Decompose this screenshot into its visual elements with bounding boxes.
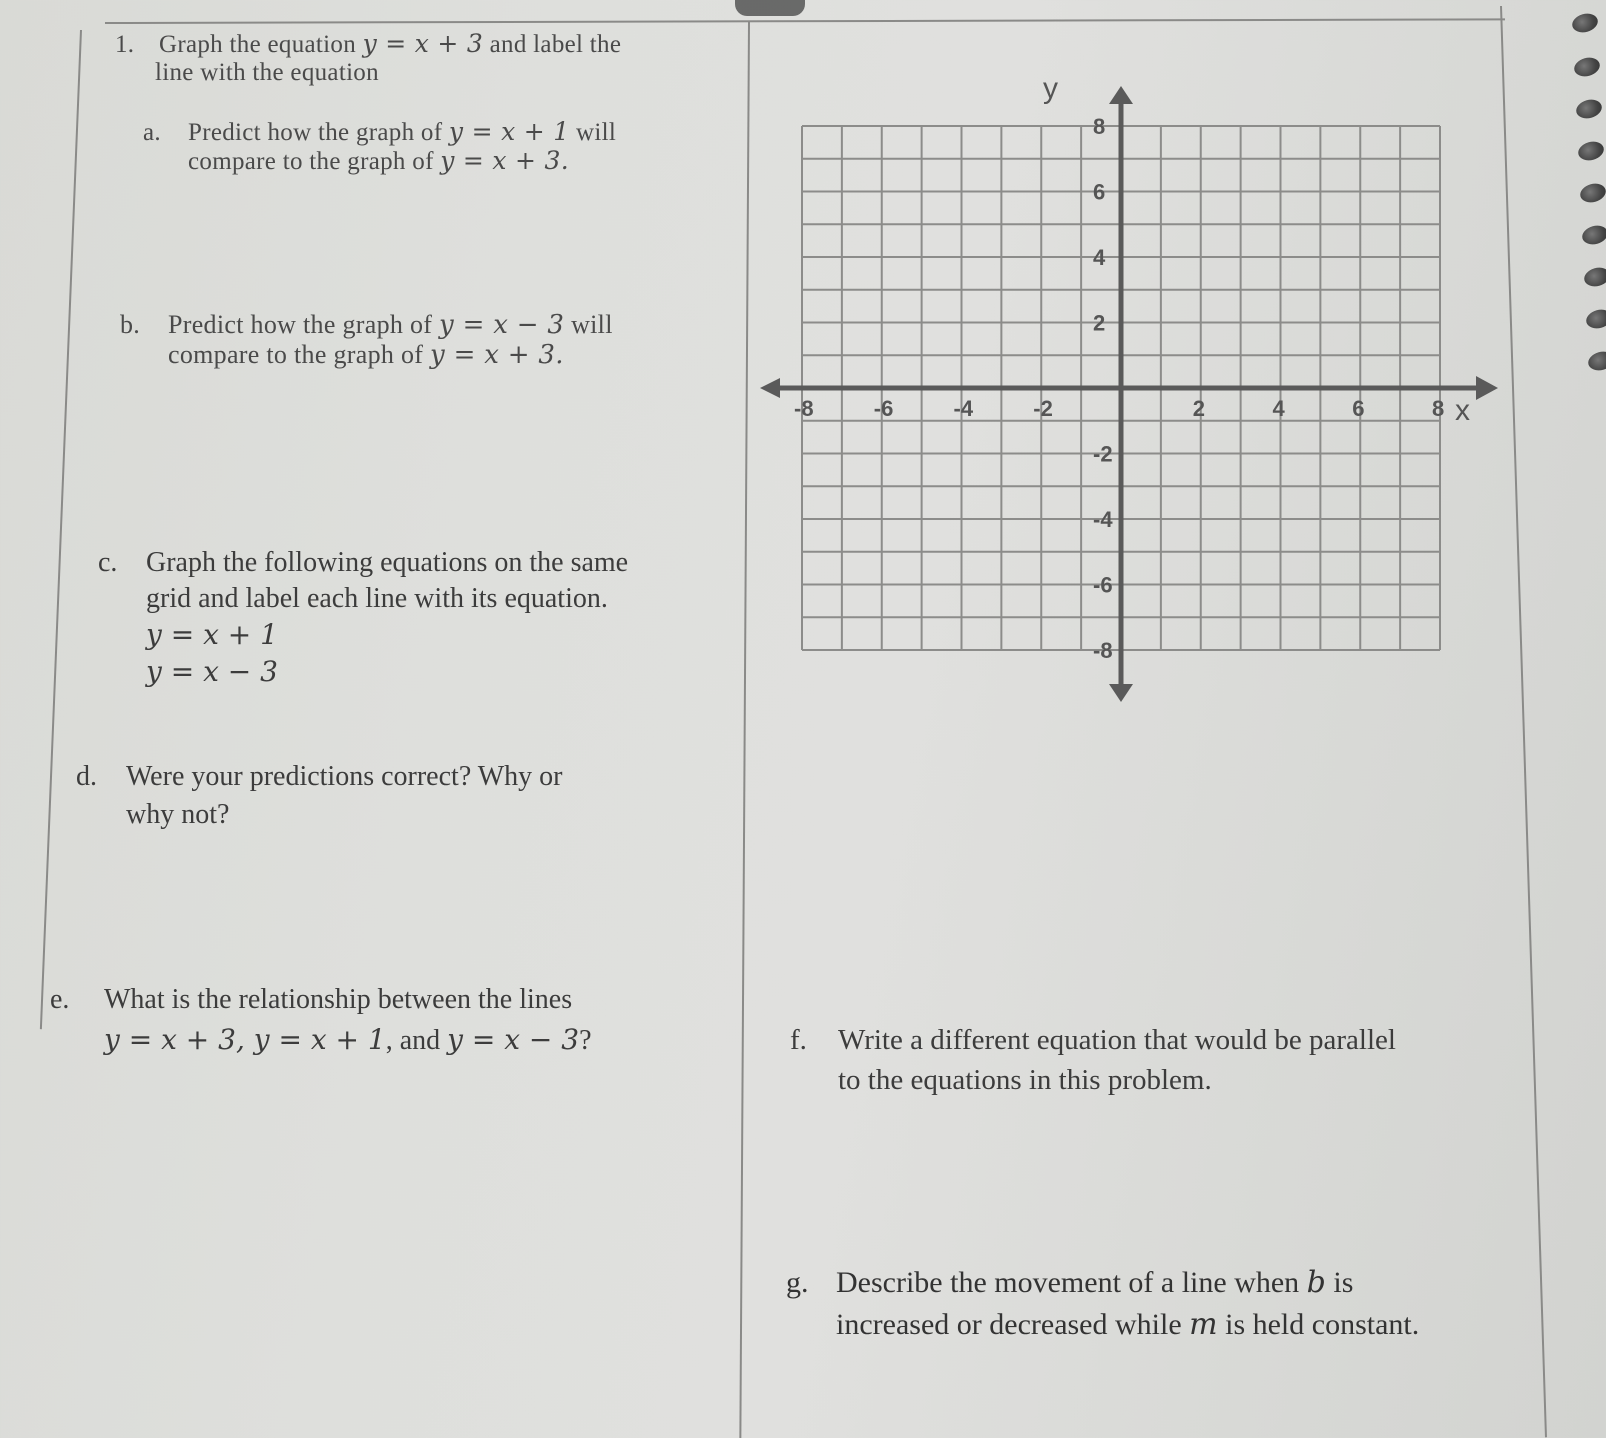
question-b: b. Predict how the graph of y = x − 3 will compare to the graph of y = x + 3.	[120, 310, 613, 371]
problem-number: 1.	[115, 31, 135, 58]
center-divider	[739, 22, 750, 1438]
axes	[760, 86, 1498, 702]
x-tick-label: -8	[794, 396, 814, 421]
question-e: e. What is the relationship between the lines y = x + 3, y = x + 1, and y = x − 3?	[50, 984, 592, 1056]
x-tick-label: 8	[1432, 396, 1445, 421]
y-tick-label: 2	[1093, 310, 1106, 336]
y-tick-label: -8	[1093, 638, 1113, 663]
y-tick-label: -2	[1093, 441, 1113, 467]
equation-1: y = x + 1	[146, 618, 278, 651]
y-axis-label: y	[1043, 72, 1058, 105]
binder-clip	[735, 0, 805, 16]
y-tick-label: -6	[1093, 572, 1113, 598]
question-g: g. Describe the movement of a line when b is increased or decreased while m is held constant.	[786, 1265, 1420, 1342]
question-a: a. Predict how the graph of y = x + 1 will compare to the graph of y = x + 3.	[143, 117, 617, 175]
problem-intro: 1. Graph the equation y = x + 3 and label the line with the equation	[115, 29, 622, 86]
y-tick-label: 8	[1093, 114, 1106, 139]
x-tick-label: -4	[953, 396, 974, 421]
x-axis-label: x	[1455, 394, 1470, 427]
coordinate-grid[interactable]	[750, 60, 1510, 720]
equation: y = x + 3	[362, 29, 484, 58]
x-tick-label: 6	[1352, 396, 1365, 421]
top-border	[105, 18, 1505, 24]
left-border	[40, 30, 82, 1029]
question-c: c. Graph the following equations on the same grid and label each line with its equation. y = x + 1 y = x − 3	[98, 547, 629, 688]
question-d: d. Were your predictions correct? Why or why not?	[76, 761, 563, 830]
question-f: f. Write a different equation that would be parallel to the equations in this problem.	[790, 1024, 1396, 1096]
y-tick-label: -4	[1093, 507, 1113, 532]
y-tick-label: 4	[1093, 245, 1106, 270]
x-tick-label: -6	[873, 396, 894, 421]
y-tick-label: 6	[1093, 179, 1106, 205]
equation-2: y = x − 3	[146, 655, 278, 688]
x-tick-label: 2	[1192, 396, 1205, 421]
x-tick-label: -2	[1033, 396, 1053, 421]
x-tick-label: 4	[1272, 396, 1285, 421]
